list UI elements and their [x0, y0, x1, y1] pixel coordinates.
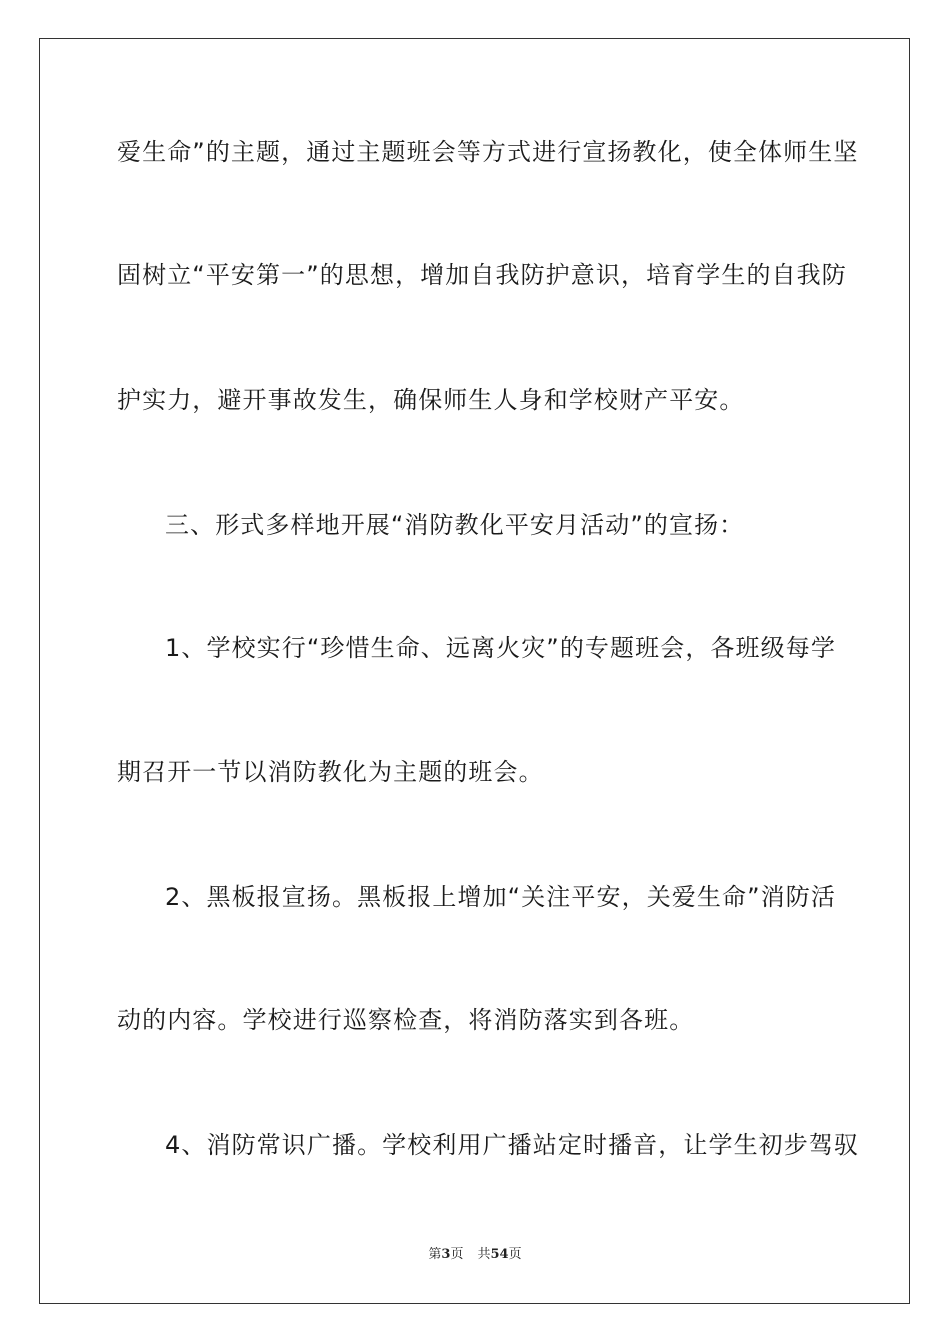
item-1-line-2: 期召开一节以消防教化为主题的班会。 — [117, 758, 544, 786]
item-2-line-2: 动的内容。学校进行巡察检查，将消防落实到各班。 — [117, 1006, 695, 1034]
page-prefix: 第 — [428, 1247, 442, 1262]
body-line-2: 固树立“平安第一”的思想，增加自我防护意识，培育学生的自我防 — [117, 261, 847, 289]
total-suffix: 页 — [508, 1247, 522, 1262]
item-4-line-1: 4、消防常识广播。学校利用广播站定时播音，让学生初步驾驭 — [165, 1131, 860, 1159]
page-number: 3 — [441, 1247, 451, 1262]
item-2-line-1: 2、黑板报宣扬。黑板报上增加“关注平安，关爱生命”消防活 — [165, 883, 836, 911]
page-footer — [0, 1246, 950, 1264]
page-border — [39, 38, 910, 1304]
item-1-line-1: 1、学校实行“珍惜生命、远离火灾”的专题班会，各班级每学 — [165, 634, 836, 662]
total-pages: 54 — [490, 1247, 509, 1262]
page-suffix: 页 — [450, 1247, 464, 1262]
section-heading-3: 三、形式多样地开展“消防教化平安月活动”的宣扬： — [165, 511, 745, 539]
body-line-1: 爱生命”的主题，通过主题班会等方式进行宣扬教化，使全体师生坚 — [117, 138, 859, 166]
body-line-3: 护实力，避开事故发生，确保师生人身和学校财产平安。 — [117, 386, 745, 414]
total-prefix: 共 — [477, 1247, 491, 1262]
